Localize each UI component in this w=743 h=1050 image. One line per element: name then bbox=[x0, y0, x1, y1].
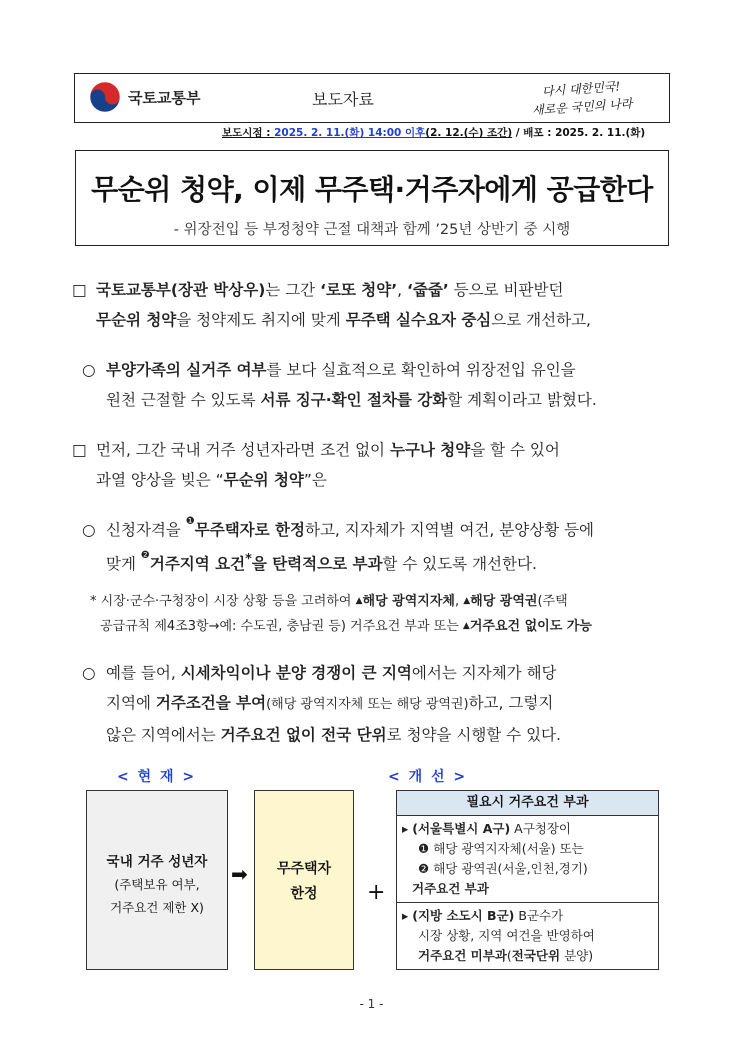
text-homeless-focus: 무주택 실수요자 중심 bbox=[345, 311, 492, 329]
text: 를 보다 실효적으로 확인하여 위장전입 유인을 bbox=[266, 361, 576, 379]
text: 공급규칙 제4조3항→예: 수도권, 충남권 등) 거주요건 부과 또는 bbox=[100, 619, 463, 634]
slogan bbox=[532, 78, 667, 120]
text: 등으로 비판받던 bbox=[448, 281, 564, 299]
ministry-name: 국토교통부 bbox=[128, 89, 201, 107]
text: 하고, 그렇지 bbox=[468, 694, 554, 712]
text: 맞게 bbox=[106, 555, 141, 574]
text-no-requirement: 거주요건 없이도 가능 bbox=[469, 619, 592, 634]
residence-requirement-header: 필요시 거주요건 부과 bbox=[396, 790, 659, 816]
text: 않은 지역에서는 bbox=[106, 726, 221, 744]
right-arrow-icon: ➡ bbox=[231, 862, 248, 886]
text: , bbox=[397, 281, 408, 299]
divider bbox=[396, 902, 659, 903]
case-seoul bbox=[402, 819, 657, 899]
text-jupjup: ‘줍줍’ bbox=[407, 281, 449, 299]
text-ministry: 국토교통부(장관 박상우) bbox=[96, 281, 266, 299]
text: * 시장·군수·구청장이 시장 상황 등을 고려하여 bbox=[90, 594, 356, 609]
text: 분양) bbox=[560, 948, 594, 963]
case-rural bbox=[402, 906, 657, 966]
distribution-info: / 배포 : 2025. 2. 11.(화) bbox=[512, 127, 646, 139]
text: ( bbox=[506, 948, 512, 963]
text-anyone-apply: 누구나 청약 bbox=[389, 441, 471, 459]
government-logo-icon bbox=[88, 80, 122, 114]
text: 하고, 지자체가 지역별 여건, 분양상황 등에 bbox=[304, 521, 595, 540]
document-type: 보도자료 bbox=[312, 90, 374, 109]
number-2-icon: ❷ bbox=[140, 550, 150, 562]
case-a-title: (서울특별시 A구) bbox=[412, 821, 511, 836]
circle-bullet: ○ bbox=[82, 521, 96, 540]
subtitle: - 위장전입 등 부정청약 근절 대책과 함께 ’25년 상반기 중 시행 bbox=[173, 222, 571, 238]
text-nationwide: 전국단위 bbox=[511, 948, 561, 963]
text-assign-residence: 거주조건을 부여 bbox=[155, 694, 267, 712]
text: 을 청약제도 취지에 맞게 bbox=[176, 311, 346, 329]
text-hot-area: 시세차익이나 분양 경쟁이 큰 지역 bbox=[180, 664, 412, 682]
text: A구청장이 bbox=[510, 821, 571, 836]
text-residence-check: 부양가족의 실거주 여부 bbox=[106, 361, 267, 379]
bullet-icon: ▸ bbox=[402, 908, 409, 923]
homeless-line-1: 무주택자 bbox=[276, 861, 332, 877]
text: 해당 광역권(서울,인천,경기) bbox=[429, 861, 588, 876]
slogan-line2: 새로운 국민의 나라 bbox=[531, 96, 633, 118]
text: 예를 들어, bbox=[106, 664, 181, 682]
number-1-icon: ❶ bbox=[418, 841, 430, 856]
text-residence-requirement: 거주지역 요건 bbox=[149, 555, 246, 574]
circle-bullet: ○ bbox=[82, 361, 96, 379]
text: 할 수 있도록 개선한다. bbox=[382, 555, 537, 574]
text: 로 청약을 시행할 수 있다. bbox=[386, 726, 561, 744]
resident-note-1: (주택보유 여부, bbox=[114, 877, 200, 892]
label-current: < 현 재 > bbox=[117, 769, 197, 785]
current-eligibility-box bbox=[86, 790, 228, 970]
text-document-check: 서류 징구·확인 절차를 강화 bbox=[260, 391, 448, 409]
slogan-line1: 다시 대한민국! bbox=[541, 79, 621, 99]
paragraph-3 bbox=[72, 435, 677, 495]
text: 할 계획이라고 밝혔다. bbox=[447, 391, 597, 409]
text: 는 그간 bbox=[265, 281, 321, 299]
text: 해당 광역지자체(서울) 또는 bbox=[429, 841, 584, 856]
paragraph-4 bbox=[82, 512, 677, 579]
footnote bbox=[90, 590, 680, 640]
footnote-star: * bbox=[245, 552, 252, 568]
triangle-icon: ▲ bbox=[462, 621, 470, 631]
resident-note-2: 거주요건 제한 X) bbox=[110, 900, 204, 915]
square-bullet: □ bbox=[72, 281, 87, 299]
case-b-title: (지방 소도시 B군) bbox=[412, 908, 515, 923]
text: 을 할 수 있어 bbox=[470, 441, 560, 459]
text: 원천 근절할 수 있도록 bbox=[106, 391, 261, 409]
page-number: - 1 - bbox=[359, 997, 384, 1011]
text-metro-area: 해당 광역권 bbox=[470, 594, 538, 609]
release-info bbox=[222, 125, 645, 140]
text-lotto: ‘로또 청약’ bbox=[320, 281, 398, 299]
paragraph-2 bbox=[82, 355, 677, 415]
release-paper: (2. 12.(수) 조간) bbox=[425, 127, 513, 139]
text-random-order: 무순위 청약 bbox=[96, 311, 177, 329]
text: (주택 bbox=[537, 594, 568, 609]
text-nationwide: 거주요건 없이 전국 단위 bbox=[220, 726, 387, 744]
case-b-result: 거주요건 미부과 bbox=[418, 948, 507, 963]
text: 먼저, 그간 국내 거주 성년자라면 조건 없이 bbox=[96, 441, 390, 459]
text: B군수가 bbox=[514, 908, 564, 923]
plus-icon: + bbox=[367, 880, 386, 905]
text-homeless-only: 무주택자로 한정 bbox=[194, 521, 305, 540]
text: , bbox=[454, 594, 464, 609]
circle-bullet: ○ bbox=[82, 664, 96, 682]
release-label: 보도시점 : bbox=[222, 127, 275, 139]
paragraph-5 bbox=[82, 658, 677, 750]
text-flexible: 을 탄력적으로 부과 bbox=[251, 555, 383, 574]
homeless-line-2: 한정 bbox=[290, 886, 318, 902]
square-bullet: □ bbox=[72, 441, 87, 459]
case-a-result: 거주요건 부과 bbox=[412, 881, 489, 896]
triangle-icon: ▲ bbox=[463, 596, 471, 606]
number-2-icon: ❷ bbox=[418, 861, 430, 876]
text: 지역에 bbox=[106, 694, 156, 712]
resident-title: 국내 거주 성년자 bbox=[106, 854, 208, 870]
release-time: 2025. 2. 11.(화) 14:00 이후 bbox=[274, 127, 426, 139]
text: 과열 양상을 빚은 “ bbox=[96, 471, 224, 489]
text-metro-gov: 해당 광역지자체 bbox=[362, 594, 455, 609]
bullet-icon: ▸ bbox=[402, 821, 409, 836]
text: 에서는 지자체가 해당 bbox=[411, 664, 557, 682]
text-random-order: 무순위 청약 bbox=[223, 471, 304, 489]
homeless-only-box bbox=[254, 790, 354, 970]
number-1-icon: ❶ bbox=[185, 516, 195, 527]
case-b-line2: 시장 상황, 지역 여건을 반영하여 bbox=[418, 928, 595, 943]
main-title: 무순위 청약, 이제 무주택·거주자에게 공급한다 bbox=[91, 173, 653, 206]
text: 신청자격을 bbox=[106, 521, 186, 540]
text: (해당 광역지자체 또는 해당 광역권) bbox=[266, 697, 469, 712]
paragraph-1 bbox=[72, 275, 677, 335]
label-improvement: < 개 선 > bbox=[388, 769, 468, 785]
triangle-icon: ▲ bbox=[355, 596, 363, 606]
text: 으로 개선하고, bbox=[491, 311, 591, 329]
text: ”은 bbox=[303, 471, 327, 489]
